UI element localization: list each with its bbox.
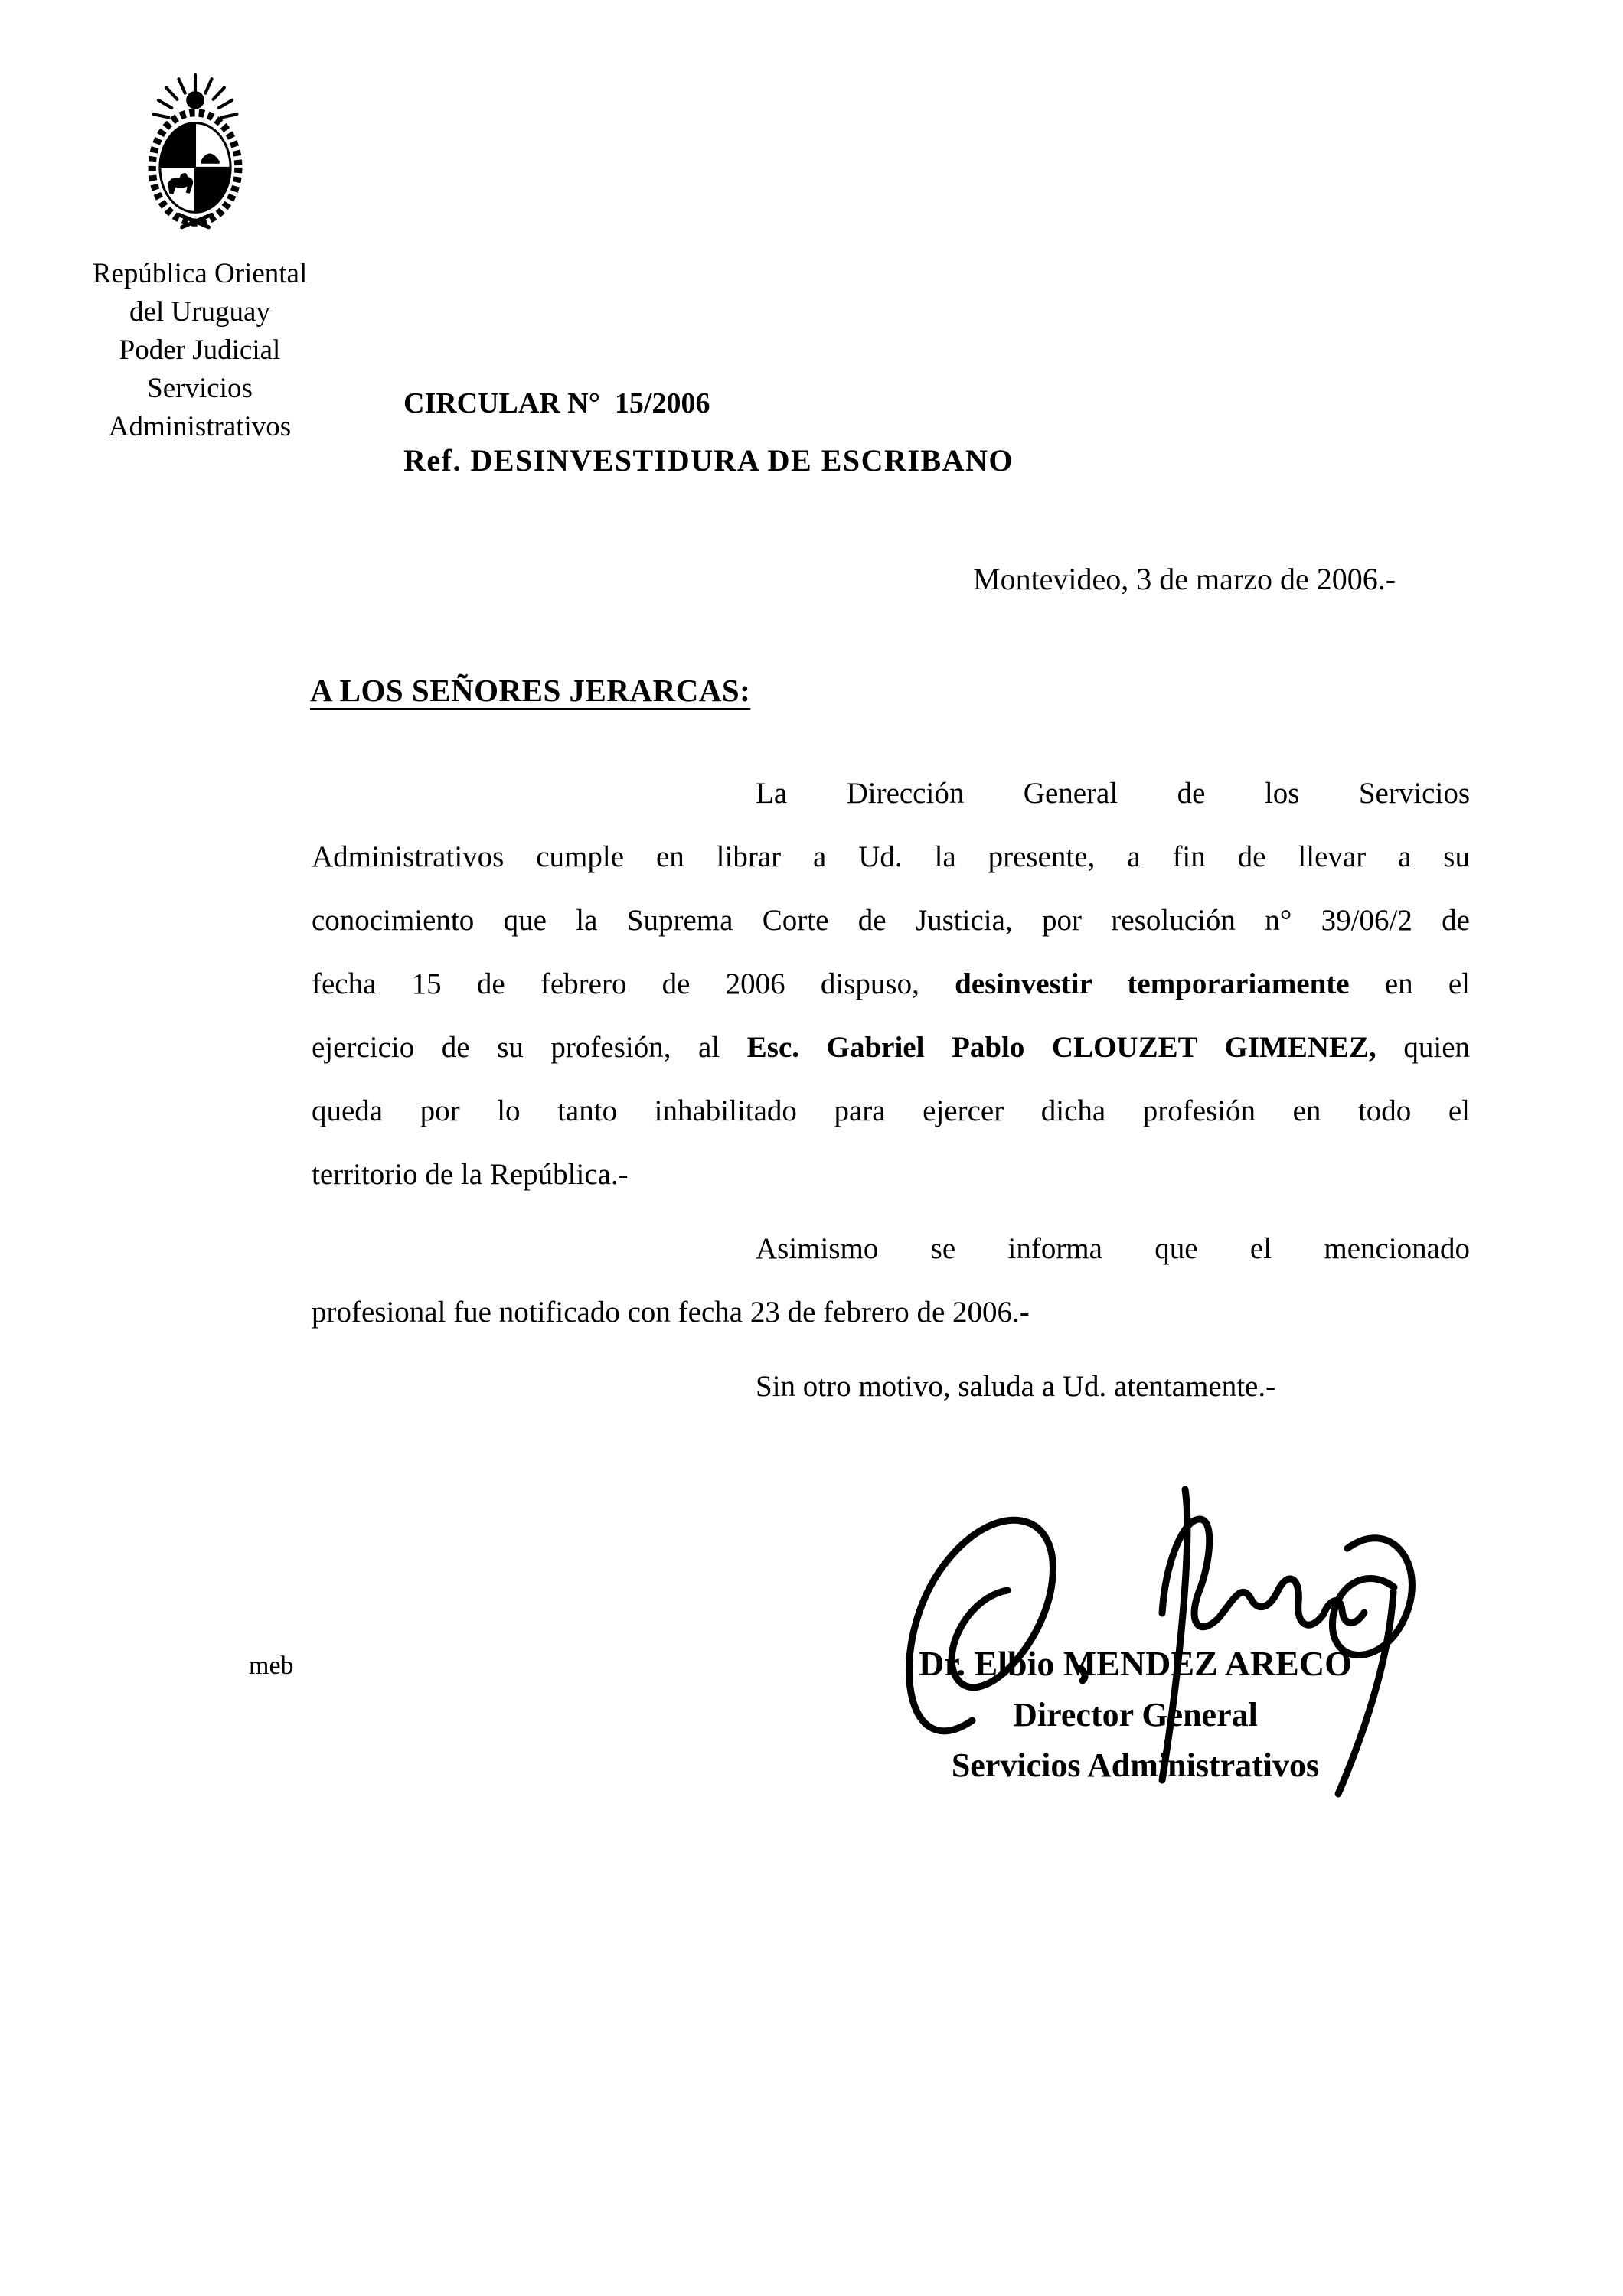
body-line: Asimismo se informa que el mencionado <box>756 1232 1470 1265</box>
typist-initials: meb <box>249 1652 294 1680</box>
circular-number: CIRCULAR N° 15/2006 <box>403 387 710 419</box>
body-line: territorio de la República.- <box>312 1158 629 1191</box>
body-line: La Dirección General de los Servicios <box>756 777 1470 810</box>
signatory-name: Dr. Elbio MENDEZ ARECO <box>919 1644 1352 1683</box>
signatory-title: Director General <box>1013 1696 1258 1733</box>
org-line: Poder Judicial <box>119 334 281 366</box>
letterhead-org-name <box>43 255 357 446</box>
body-line: queda por lo tanto inhabilitado para ejercer dicha profesión en todo el <box>312 1094 1470 1127</box>
body-line: fecha 15 de febrero de 2006 dispuso, desinvestir temporariamente en el <box>312 967 1470 1000</box>
body-line: Administrativos cumple en librar a Ud. la presente, a fin de llevar a su <box>312 840 1470 873</box>
org-line: República Oriental <box>92 258 308 289</box>
signature-block <box>867 1638 1403 1791</box>
circular-reference: Ref. DESINVESTIDURA DE ESCRIBANO <box>403 443 1014 478</box>
body-line: Sin otro motivo, saluda a Ud. atentamente.- <box>756 1370 1276 1403</box>
org-line: Servicios <box>147 373 253 404</box>
body-line: profesional fue notificado con fecha 23 de febrero de 2006.- <box>312 1296 1030 1329</box>
body-text <box>312 762 1470 1418</box>
org-line: Administrativos <box>108 411 292 442</box>
body-line: ejercicio de su profesión, al Esc. Gabriel Pablo CLOUZET GIMENEZ, quien <box>312 1031 1470 1064</box>
signatory-office: Servicios Administrativos <box>951 1746 1320 1784</box>
salutation: A LOS SEÑORES JERARCAS: <box>310 673 751 708</box>
coat-of-arms-icon <box>136 73 254 234</box>
body-line: conocimiento que la Suprema Corte de Justicia, por resolución n° 39/06/2 de <box>312 904 1470 937</box>
org-line: del Uruguay <box>129 296 270 328</box>
dateline: Montevideo, 3 de marzo de 2006.- <box>973 562 1396 596</box>
